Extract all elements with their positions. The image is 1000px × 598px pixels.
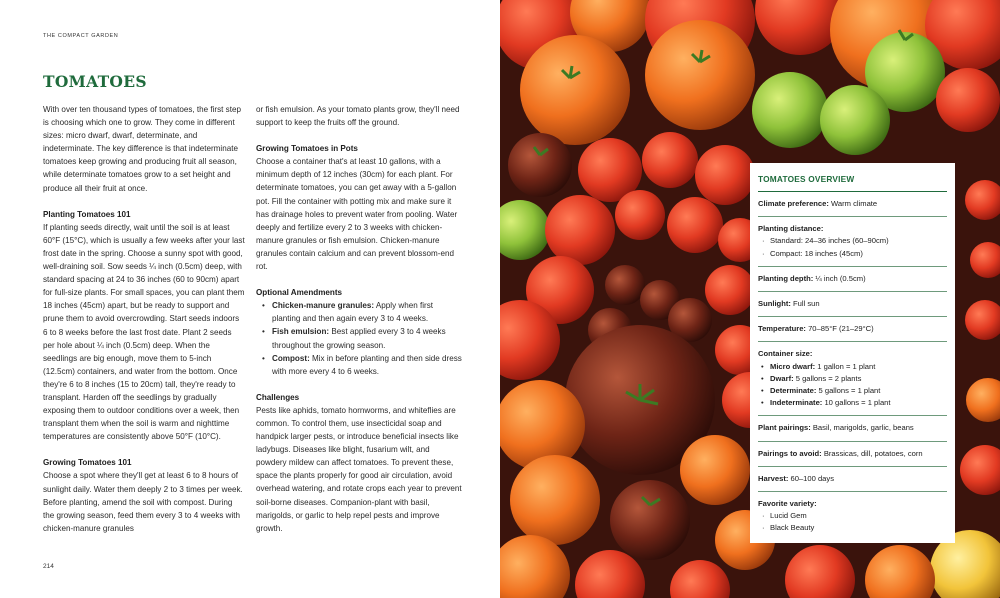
- overview-value: 60–100 days: [788, 473, 834, 483]
- overview-label: Planting depth:: [758, 273, 814, 283]
- overview-row-avoid: [758, 442, 947, 467]
- overview-row-depth: [758, 267, 947, 292]
- overview-value: ¼ inch (0.5cm): [813, 273, 866, 283]
- overview-title: TOMATOES OVERVIEW: [758, 163, 947, 192]
- subitem-value: 5 gallons = 1 plant: [816, 386, 881, 396]
- overview-subitem: · Standard: 24–36 inches (60–90cm): [758, 235, 947, 247]
- overview-value: Full sun: [790, 299, 820, 309]
- planting-paragraph: If planting seeds directly, wait until the soil is at least 60°F (15°C), which is usually a few weeks after your last frost date in the spring. Choose a sunny spot with good, well-draining soil. Sow seeds ¼ inch (0.5cm) deep, with standard spacing at 24 to 36 inches (60 to 90cm) apart for full-size plants. For small spaces, you can plant them 18 inches (45cm) apart, but be ready to support and prune them to avoid overcrowding. Start seeds indoors 6 to 8 weeks before the last frost date. Plant 2 seeds per hole about ¼ inch (0.5cm) deep. When the seedlings are big enough, move them to 5-inch (12.5cm) containers, and water from the bottom. Once they're 6 to 8 inches (15 to 20cm) tall, they're ready to transplant. Harden off the seedlings by gradually exposing them to outdoor conditions over a week, then transplant them when the soil is warm and nighttime temperatures are consistently above 50°F (10°C).: [43, 222, 245, 442]
- challenges-paragraph: Pests like aphids, tomato hornworms, and whiteflies are common. To control them, use insecticidal soap and handpick larger pests, or introduce beneficial insects like ladybugs. Diseases like blight, fusarium wilt, and powdery mildew can affect tomatoes. To prevent these, space the plants properly for good air circulation, avoid overhead watering, and rotate crops each year to prevent soil-borne diseases. Companion-plant with basil, marigolds, or garlic to help repel pests and improve growth.: [256, 405, 462, 533]
- overview-subitem: [758, 397, 947, 409]
- overview-subitem: [758, 385, 947, 397]
- list-item: [256, 352, 462, 378]
- overview-subitem: · Black Beauty: [758, 522, 947, 534]
- subitem-label: Dwarf:: [770, 373, 794, 383]
- pots-paragraph: Choose a container that's at least 10 gallons, with a minimum depth of 12 inches (30cm) for each plant. For determinate tomatoes, you can get away with a 5-gallon pot. Fill the container with potting mix and make sure it has drainage holes to prevent water from pooling. Water deeply and fertilize every 2 to 3 weeks with chicken-manure granules or fish emulsion. Chicken-manure granules contain calcium and can prevent blossom-end rot.: [256, 157, 458, 272]
- subitem-value: 1 gallon = 1 plant: [815, 361, 876, 371]
- subitem-label: Determinate:: [770, 386, 817, 396]
- challenges-heading: Challenges: [256, 392, 300, 402]
- overview-row-distance: [758, 217, 947, 267]
- overview-label: Favorite variety:: [758, 499, 817, 509]
- overview-subitem: [758, 373, 947, 385]
- overview-subitem: · Lucid Gem: [758, 510, 947, 522]
- text-column-left: [43, 103, 245, 535]
- overview-row-temperature: [758, 317, 947, 342]
- overview-row-variety: [758, 492, 947, 541]
- running-head: THE COMPACT GARDEN: [43, 33, 119, 39]
- growing-paragraph-continued: or fish emulsion. As your tomato plants grow, they'll need support to keep the fruits off the ground.: [256, 105, 460, 128]
- subitem-value: 10 gallons = 1 plant: [822, 398, 891, 408]
- amendments-heading: Optional Amendments: [256, 288, 343, 298]
- overview-row-sunlight: [758, 292, 947, 317]
- overview-row-pairings: [758, 416, 947, 441]
- overview-value: Warm climate: [828, 199, 878, 208]
- list-item: [256, 325, 462, 351]
- overview-label: Planting distance:: [758, 224, 824, 234]
- overview-row-climate: [758, 192, 947, 217]
- amendment-label: Compost:: [272, 353, 310, 363]
- growing-heading: Growing Tomatoes 101: [43, 458, 132, 468]
- list-item: [256, 299, 462, 325]
- pots-heading: Growing Tomatoes in Pots: [256, 144, 358, 154]
- overview-label: Climate preference:: [758, 199, 829, 208]
- intro-paragraph: With over ten thousand types of tomatoes, the first step is choosing which one to grow. They come in different sizes: micro dwarf, dwarf, determinate, and indeterminate. The key difference is that indeterminate tomatoes keep growing and producing fruit all season, while determinate tomatoes grow to a set height and produce all their fruit at once.: [43, 105, 241, 193]
- overview-label: Container size:: [758, 349, 813, 359]
- text-column-right: [256, 103, 462, 535]
- amendment-label: Chicken-manure granules:: [272, 301, 375, 311]
- overview-value: 70–85°F (21–29°C): [805, 324, 874, 334]
- overview-subitem: [758, 361, 947, 373]
- overview-label: Temperature:: [758, 324, 806, 334]
- page-number: 214: [43, 563, 54, 570]
- overview-subitem: · Compact: 18 inches (45cm): [758, 248, 947, 260]
- overview-label: Plant pairings:: [758, 423, 811, 433]
- overview-row-container: [758, 342, 947, 416]
- growing-paragraph: Choose a spot where they'll get at least 6 to 8 hours of sunlight daily. Water them deeply 2 to 3 times per week. Before planting, amend the soil with compost. During the growing season, feed them every 3 to 4 weeks with chicken-manure granules: [43, 471, 243, 533]
- overview-value: Basil, marigolds, garlic, beans: [810, 423, 914, 433]
- page-title: TOMATOES: [43, 72, 147, 91]
- overview-value: Brassicas, dill, potatoes, corn: [821, 448, 923, 458]
- subitem-label: Micro dwarf:: [770, 361, 816, 371]
- overview-label: Harvest:: [758, 473, 789, 483]
- overview-box: [750, 163, 955, 543]
- amendment-text: Mix in before planting and then side dress with more every 4 to 6 weeks.: [272, 353, 462, 376]
- overview-row-harvest: [758, 467, 947, 492]
- amendment-text: Best applied every 3 to 4 weeks throughout the growing season.: [272, 327, 446, 350]
- amendments-list: [256, 299, 462, 378]
- subitem-value: 5 gallons = 2 plants: [793, 373, 862, 383]
- overview-label: Pairings to avoid:: [758, 448, 822, 458]
- amendment-label: Fish emulsion:: [272, 327, 330, 337]
- amendment-text: Apply when first planting and then again every 3 to 4 weeks.: [272, 301, 434, 324]
- planting-heading: Planting Tomatoes 101: [43, 209, 131, 219]
- overview-label: Sunlight:: [758, 299, 791, 309]
- subitem-label: Indeterminate:: [770, 398, 823, 408]
